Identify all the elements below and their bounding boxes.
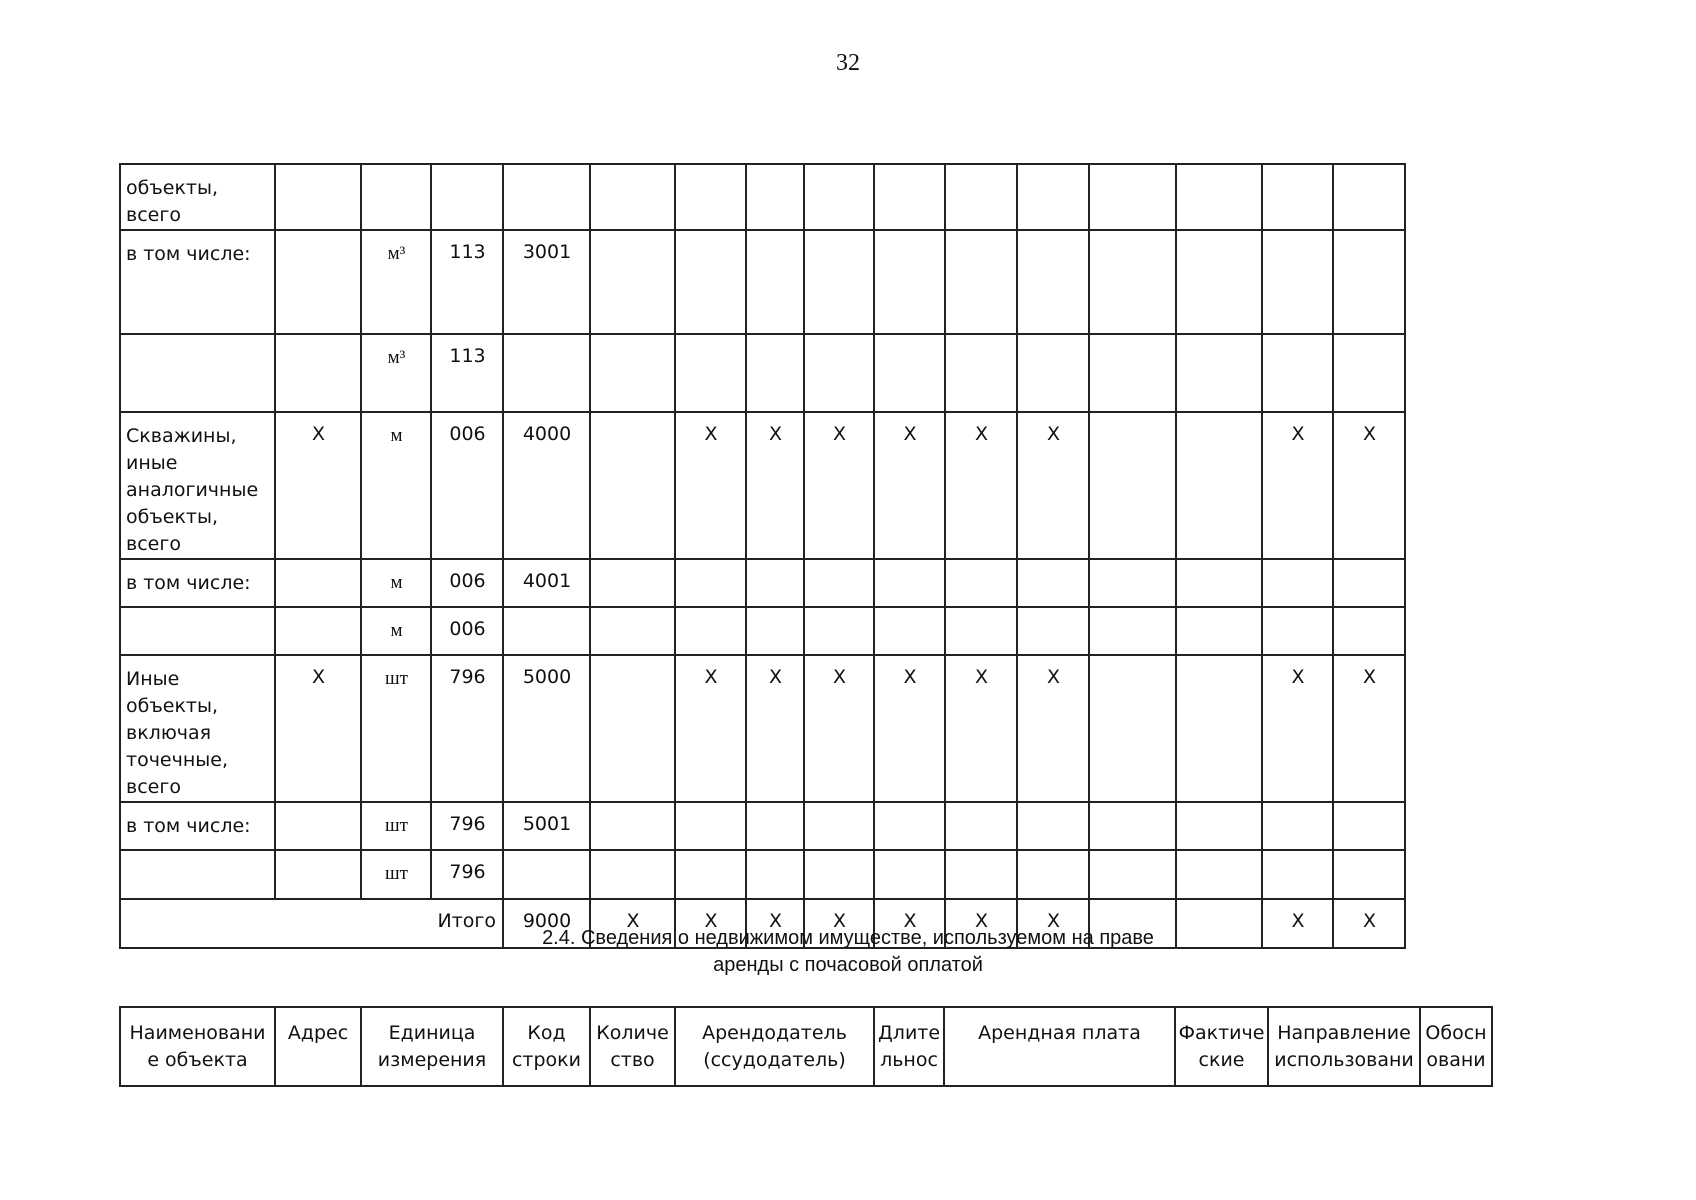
value-cell xyxy=(746,802,804,850)
value-cell xyxy=(1017,559,1089,607)
okei-code-cell: 113 xyxy=(431,230,503,334)
value-cell xyxy=(1176,607,1262,655)
value-cell xyxy=(1262,802,1333,850)
value-cell xyxy=(945,607,1017,655)
value-cell: X xyxy=(1017,655,1089,802)
address-cell xyxy=(275,164,361,230)
address-cell xyxy=(275,607,361,655)
column-header: Направление использовани xyxy=(1268,1007,1420,1086)
value-cell xyxy=(1089,334,1176,412)
address-cell: X xyxy=(275,655,361,802)
value-cell xyxy=(874,802,945,850)
value-cell xyxy=(1176,802,1262,850)
address-cell xyxy=(275,230,361,334)
value-cell xyxy=(590,607,675,655)
main-table xyxy=(119,163,1406,949)
value-cell xyxy=(945,230,1017,334)
line-code-cell: 4000 xyxy=(503,412,590,559)
address-cell xyxy=(275,850,361,899)
total-value-cell: X xyxy=(675,899,746,948)
total-code-cell: 9000 xyxy=(503,899,590,948)
okei-code-cell: 006 xyxy=(431,559,503,607)
value-cell xyxy=(874,334,945,412)
value-cell xyxy=(746,559,804,607)
total-value-cell: X xyxy=(746,899,804,948)
value-cell: X xyxy=(675,655,746,802)
address-cell: X xyxy=(275,412,361,559)
value-cell xyxy=(590,802,675,850)
value-cell xyxy=(675,802,746,850)
value-cell xyxy=(945,559,1017,607)
page-number: 32 xyxy=(836,50,860,76)
value-cell xyxy=(1333,230,1405,334)
table-row xyxy=(120,607,1405,655)
value-cell xyxy=(945,334,1017,412)
object-name-cell: Скважины, иные аналогичные объекты, всего xyxy=(120,412,275,559)
unit-cell: шт xyxy=(361,655,431,802)
value-cell xyxy=(1176,655,1262,802)
value-cell xyxy=(590,230,675,334)
value-cell xyxy=(874,164,945,230)
okei-code-cell: 113 xyxy=(431,334,503,412)
value-cell xyxy=(1089,412,1176,559)
value-cell xyxy=(804,334,874,412)
column-header: Обосн овани xyxy=(1420,1007,1492,1086)
total-value-cell: X xyxy=(874,899,945,948)
column-header: Адрес xyxy=(275,1007,361,1086)
value-cell xyxy=(1017,850,1089,899)
value-cell xyxy=(1176,559,1262,607)
value-cell xyxy=(590,655,675,802)
total-value-cell: X xyxy=(1333,899,1405,948)
okei-code-cell: 796 xyxy=(431,850,503,899)
value-cell: X xyxy=(874,412,945,559)
table-row xyxy=(120,850,1405,899)
value-cell xyxy=(945,164,1017,230)
section-caption xyxy=(0,925,1696,979)
value-cell xyxy=(1262,559,1333,607)
column-header: Арендодатель (ссудодатель) xyxy=(675,1007,874,1086)
value-cell xyxy=(874,230,945,334)
value-cell: X xyxy=(746,412,804,559)
total-value-cell: X xyxy=(590,899,675,948)
object-name-cell xyxy=(120,850,275,899)
total-value-cell: X xyxy=(1262,899,1333,948)
value-cell: X xyxy=(1262,412,1333,559)
value-cell xyxy=(1017,802,1089,850)
unit-cell: м xyxy=(361,412,431,559)
value-cell xyxy=(804,559,874,607)
address-cell xyxy=(275,802,361,850)
value-cell xyxy=(1176,164,1262,230)
value-cell xyxy=(1176,850,1262,899)
table-row xyxy=(120,230,1405,334)
object-name-cell: в том числе: xyxy=(120,230,275,334)
line-code-cell xyxy=(503,607,590,655)
object-name-cell: объекты, всего xyxy=(120,164,275,230)
value-cell xyxy=(804,230,874,334)
table-row xyxy=(120,802,1405,850)
total-value-cell: X xyxy=(804,899,874,948)
unit-cell: м³ xyxy=(361,230,431,334)
value-cell xyxy=(675,230,746,334)
value-cell xyxy=(746,850,804,899)
header-table xyxy=(119,1006,1493,1087)
okei-code-cell xyxy=(431,164,503,230)
okei-code-cell: 796 xyxy=(431,655,503,802)
value-cell: X xyxy=(874,655,945,802)
column-header: Арендная плата xyxy=(944,1007,1175,1086)
section-caption-line1: 2.4. Сведения о недвижимом имуществе, используемом на праве xyxy=(542,927,1154,949)
value-cell xyxy=(1017,334,1089,412)
object-name-cell: в том числе: xyxy=(120,559,275,607)
line-code-cell: 5000 xyxy=(503,655,590,802)
value-cell xyxy=(1333,607,1405,655)
header-row xyxy=(120,1007,1492,1086)
value-cell xyxy=(1176,334,1262,412)
value-cell xyxy=(1089,655,1176,802)
object-name-cell: в том числе: xyxy=(120,802,275,850)
unit-cell: м³ xyxy=(361,334,431,412)
value-cell xyxy=(1089,164,1176,230)
line-code-cell: 4001 xyxy=(503,559,590,607)
unit-cell xyxy=(361,164,431,230)
value-cell xyxy=(746,607,804,655)
column-header: Фактиче ские xyxy=(1175,1007,1268,1086)
value-cell xyxy=(804,850,874,899)
value-cell xyxy=(945,802,1017,850)
value-cell xyxy=(1262,230,1333,334)
value-cell xyxy=(1017,230,1089,334)
value-cell xyxy=(874,607,945,655)
value-cell: X xyxy=(804,412,874,559)
value-cell xyxy=(1262,164,1333,230)
column-header: Код строки xyxy=(503,1007,590,1086)
section-caption-line2: аренды с почасовой оплатой xyxy=(713,954,983,976)
value-cell xyxy=(1089,802,1176,850)
column-header: Единица измерения xyxy=(361,1007,503,1086)
value-cell xyxy=(804,802,874,850)
line-code-cell xyxy=(503,334,590,412)
okei-code-cell: 796 xyxy=(431,802,503,850)
value-cell xyxy=(675,607,746,655)
line-code-cell: 3001 xyxy=(503,230,590,334)
unit-cell: шт xyxy=(361,802,431,850)
value-cell xyxy=(590,559,675,607)
object-name-cell: Иные объекты, включая точечные, всего xyxy=(120,655,275,802)
object-name-cell xyxy=(120,334,275,412)
table-row xyxy=(120,334,1405,412)
object-name-cell xyxy=(120,607,275,655)
value-cell xyxy=(746,334,804,412)
table-row xyxy=(120,655,1405,802)
value-cell: X xyxy=(1333,655,1405,802)
value-cell xyxy=(874,559,945,607)
value-cell xyxy=(1089,559,1176,607)
address-cell xyxy=(275,334,361,412)
value-cell xyxy=(590,164,675,230)
unit-cell: м xyxy=(361,559,431,607)
value-cell xyxy=(590,412,675,559)
total-value-cell: X xyxy=(1017,899,1089,948)
value-cell xyxy=(675,850,746,899)
value-cell: X xyxy=(1262,655,1333,802)
value-cell xyxy=(1017,607,1089,655)
value-cell xyxy=(1262,334,1333,412)
value-cell xyxy=(675,559,746,607)
value-cell: X xyxy=(746,655,804,802)
value-cell xyxy=(590,850,675,899)
value-cell xyxy=(1333,334,1405,412)
value-cell xyxy=(1017,164,1089,230)
value-cell xyxy=(1176,412,1262,559)
value-cell xyxy=(1262,607,1333,655)
value-cell xyxy=(1262,850,1333,899)
value-cell xyxy=(675,334,746,412)
value-cell xyxy=(746,230,804,334)
value-cell xyxy=(675,164,746,230)
address-cell xyxy=(275,559,361,607)
value-cell: X xyxy=(675,412,746,559)
value-cell xyxy=(945,850,1017,899)
table-row xyxy=(120,164,1405,230)
line-code-cell xyxy=(503,850,590,899)
okei-code-cell: 006 xyxy=(431,412,503,559)
value-cell xyxy=(1333,850,1405,899)
total-label: Итого xyxy=(120,899,503,948)
okei-code-cell: 006 xyxy=(431,607,503,655)
value-cell xyxy=(804,164,874,230)
value-cell xyxy=(746,164,804,230)
value-cell xyxy=(1089,850,1176,899)
table-row xyxy=(120,559,1405,607)
column-header: Наименовани е объекта xyxy=(120,1007,275,1086)
value-cell: X xyxy=(1017,412,1089,559)
value-cell xyxy=(1333,559,1405,607)
value-cell: X xyxy=(1333,412,1405,559)
value-cell xyxy=(1333,802,1405,850)
column-header: Количе ство xyxy=(590,1007,675,1086)
value-cell xyxy=(1176,230,1262,334)
total-value-cell: X xyxy=(945,899,1017,948)
value-cell xyxy=(1089,230,1176,334)
column-header: Длите льнос xyxy=(874,1007,944,1086)
value-cell xyxy=(590,334,675,412)
value-cell xyxy=(874,850,945,899)
unit-cell: м xyxy=(361,607,431,655)
value-cell: X xyxy=(945,412,1017,559)
value-cell xyxy=(1089,607,1176,655)
value-cell: X xyxy=(945,655,1017,802)
unit-cell: шт xyxy=(361,850,431,899)
value-cell xyxy=(1333,164,1405,230)
line-code-cell: 5001 xyxy=(503,802,590,850)
value-cell xyxy=(804,607,874,655)
line-code-cell xyxy=(503,164,590,230)
value-cell: X xyxy=(804,655,874,802)
table-row xyxy=(120,412,1405,559)
